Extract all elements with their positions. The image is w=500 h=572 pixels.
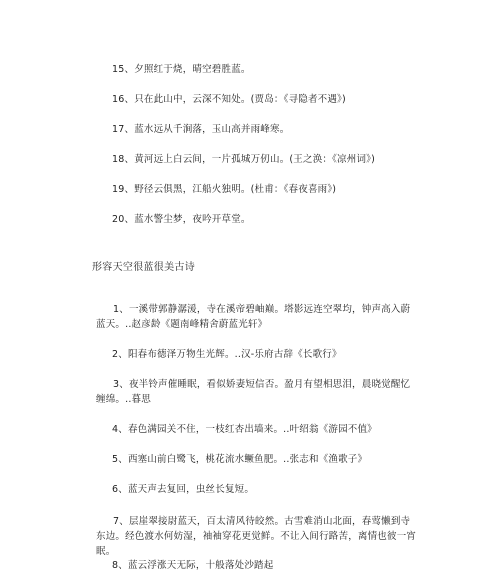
poem-item-2: 2、阳春布德泽万物生光辉。..汉-乐府古辞《长歌行》 (112, 349, 342, 360)
poem-item-7: 7、层崖翠接尉蓝天，百太清风待皎然。古雪难消山北面，春莺懒到寺东边。经色渡水何妨湿，袖袖穿花更觉鲜。不让入间行路苦，离情也彼一宵眠。 (96, 516, 417, 557)
poem-line-19: 19、野径云俱黑，江船火独明。(杜甫：《春夜喜雨》) (112, 184, 337, 195)
poem-item-3: 3、夜半铃声催睡眠，看似娇妻短信否。盈月有望相思泪，晨晓觉醒忆缠绵。..暮思 (96, 379, 411, 405)
poem-line-17: 17、蓝水远从千涧落，玉山高并雨峰寒。 (112, 124, 290, 135)
poem-item-1: 1、一溪带郭静潺湲，寺在溪帝碧岫巅。塔影远连空翠均，钟声高入蔚蓝天。..赵彦龄《题南峰精舍蔚蓝光轩》 (96, 304, 411, 330)
poem-line-16: 16、只在此山中，云深不知处。(贾岛：《寻隐者不遇》) (112, 94, 346, 105)
poem-line-20: 20、蓝水警尘梦，夜吟开草堂。 (112, 214, 251, 225)
section-title: 形容天空很蓝很美古诗 (92, 262, 195, 273)
poem-item-5: 5、西塞山前白鹭飞，桃花流水鳜鱼肥。..张志和《渔歌子》 (112, 454, 368, 465)
poem-item-6: 6、蓝天声去复回，虫丝长复短。 (112, 484, 255, 495)
poem-line-15: 15、夕照红于烧，晴空碧胜蓝。 (112, 64, 251, 75)
poem-item-8: 8、蓝云浮涨天无际，十般落处沙踏起 (112, 560, 274, 571)
poem-line-18: 18、黄河远上白云间，一片孤城万仞山。(王之涣：《凉州词》) (112, 154, 376, 165)
poem-item-4: 4、春色满园关不住，一枝红杏出墙来。..叶绍翁《游园不值》 (112, 424, 377, 435)
